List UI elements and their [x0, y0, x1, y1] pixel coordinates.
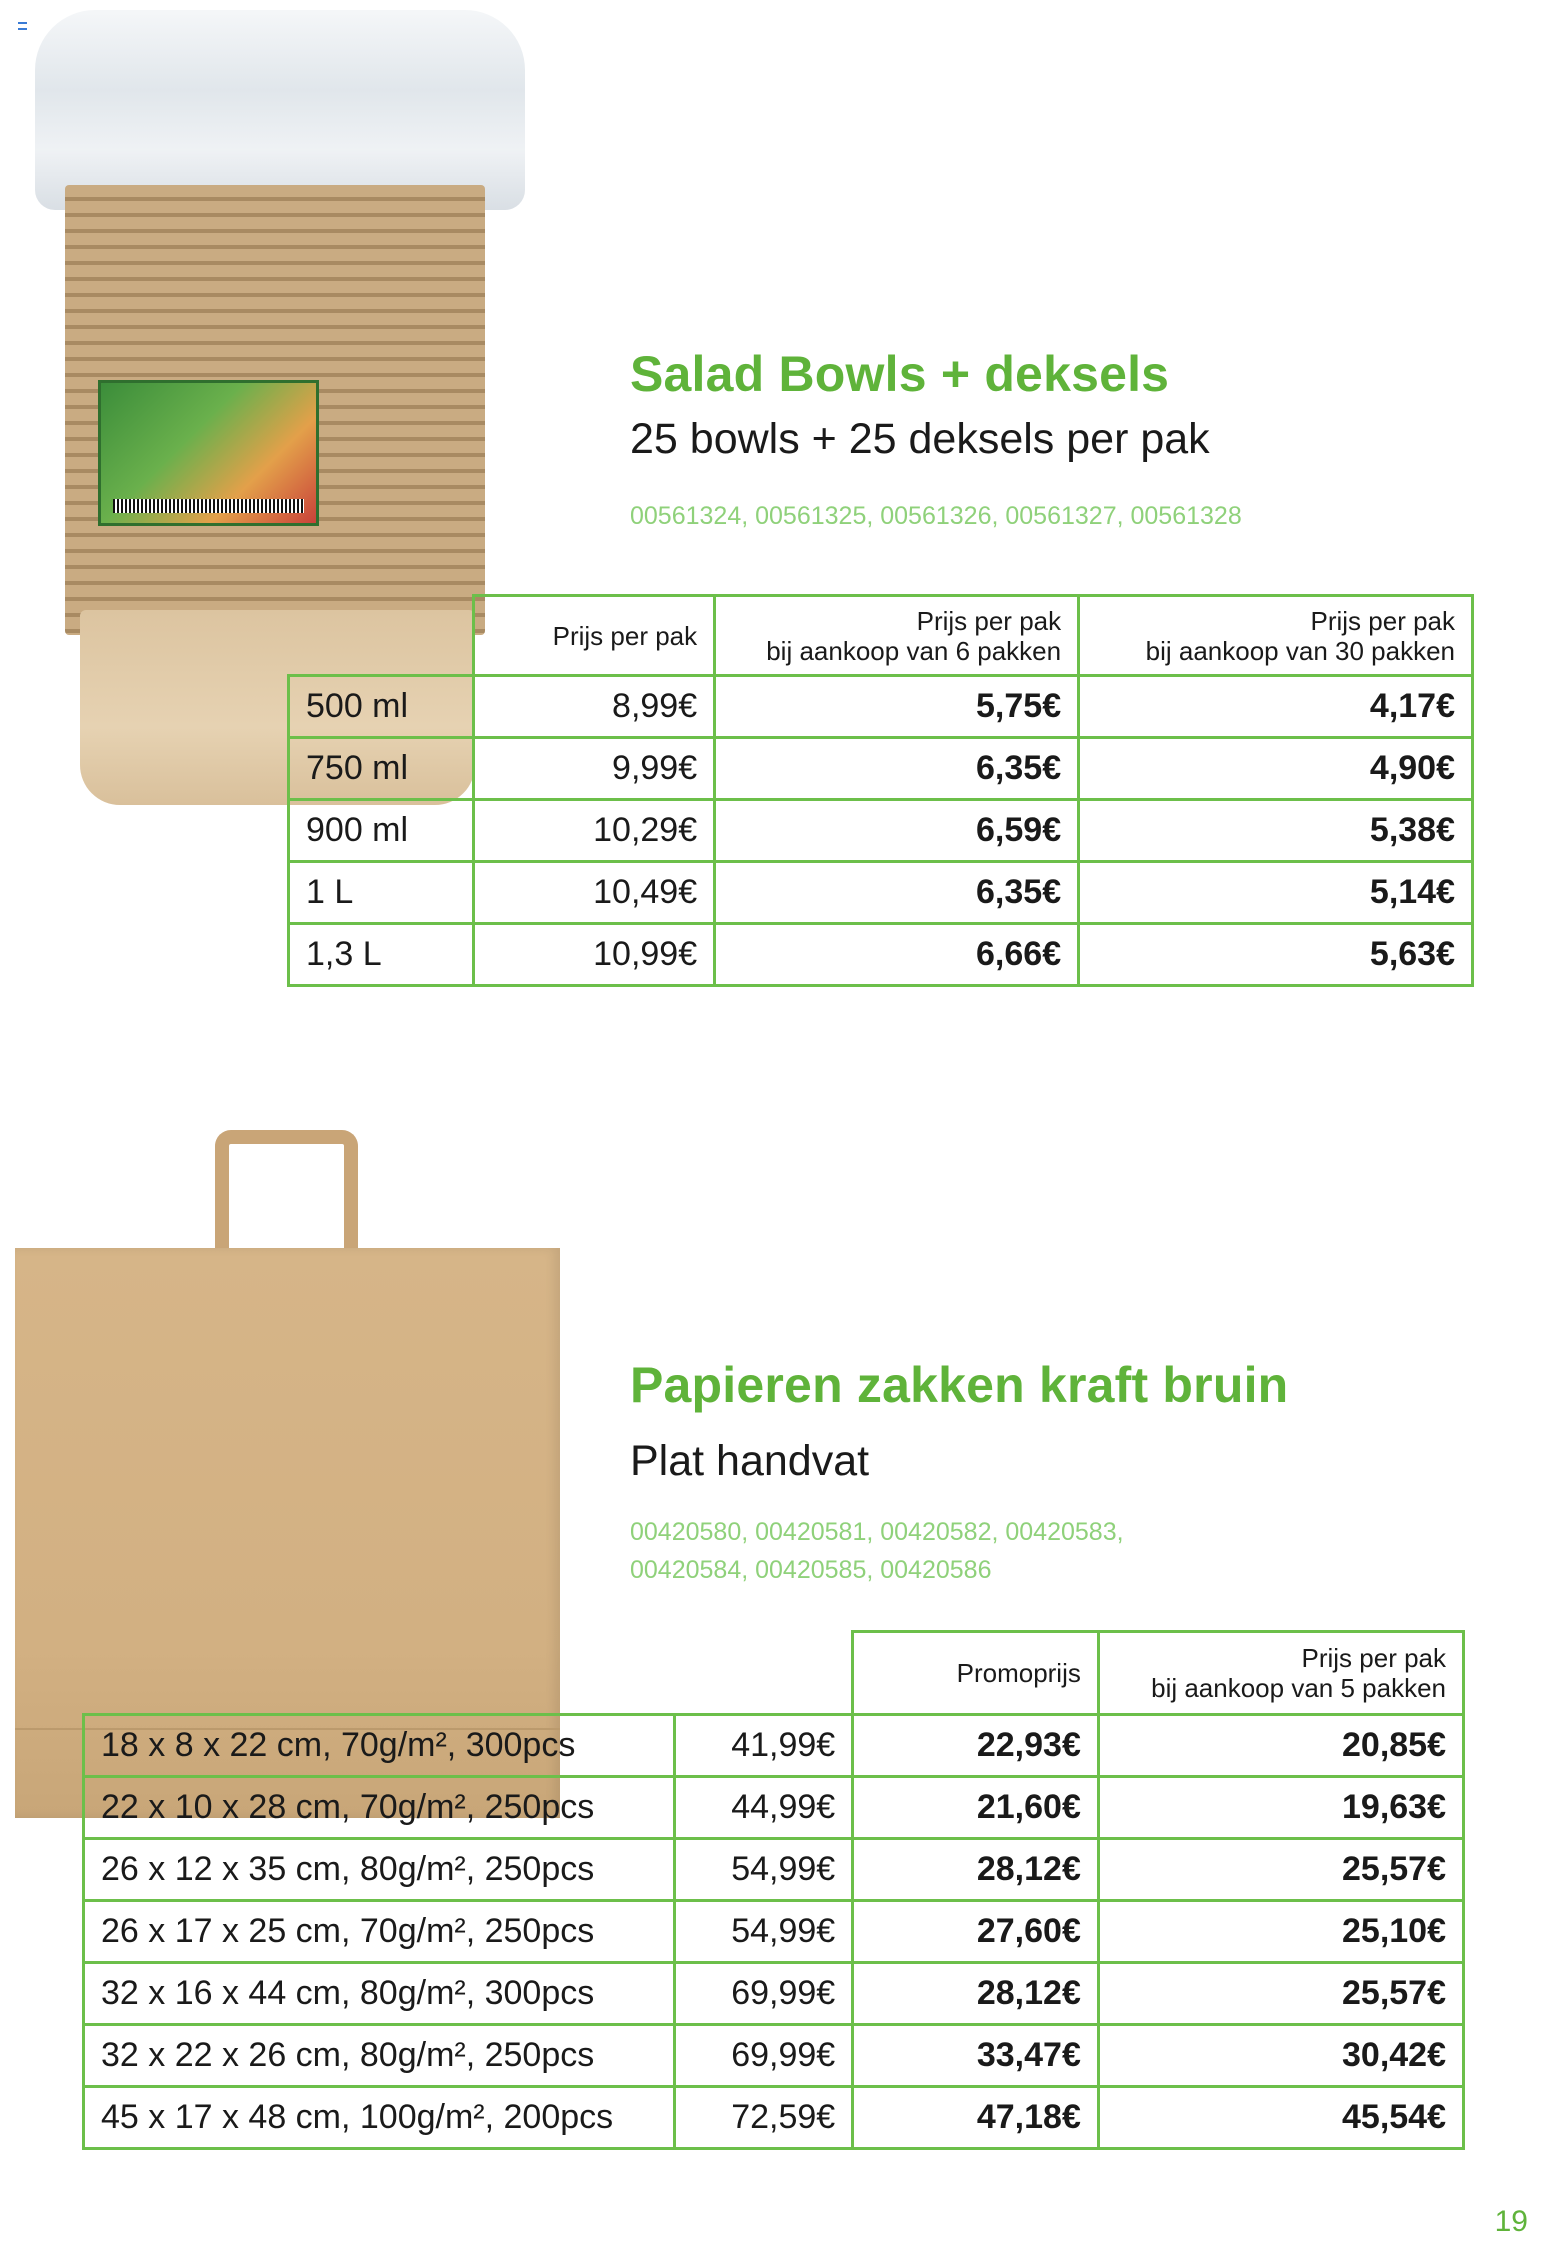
spec-cell: 32 x 16 x 44 cm, 80g/m², 300pcs	[84, 1963, 675, 2025]
price-6-cell: 6,35€	[715, 738, 1079, 800]
col-header-price-5: Prijs per pak bij aankoop van 5 pakken	[1098, 1632, 1463, 1715]
table-row	[84, 2025, 1464, 2087]
bowls-title: Salad Bowls + deksels	[630, 346, 1170, 402]
price-30-cell: 4,90€	[1079, 738, 1473, 800]
page-number: 19	[1494, 2205, 1528, 2238]
price-6-cell: 6,59€	[715, 800, 1079, 862]
spec-cell: 32 x 22 x 26 cm, 80g/m², 250pcs	[84, 2025, 675, 2087]
price-cell: 41,99€	[675, 1715, 853, 1777]
col-header-price: Prijs per pak	[473, 596, 715, 676]
bowls-table-header	[289, 596, 1473, 676]
col-header-price-30: Prijs per pak bij aankoop van 30 pakken	[1079, 596, 1473, 676]
barcode-icon	[113, 499, 304, 513]
price-5-cell: 45,54€	[1098, 2087, 1463, 2149]
bags-title: Papieren zakken kraft bruin	[630, 1357, 1289, 1413]
bags-codes-line-2: 00420584, 00420585, 00420586	[630, 1556, 992, 1584]
price-30-cell: 5,38€	[1079, 800, 1473, 862]
price-cell: 10,99€	[473, 924, 715, 986]
spec-cell: 26 x 12 x 35 cm, 80g/m², 250pcs	[84, 1839, 675, 1901]
table-row	[84, 1839, 1464, 1901]
price-cell: 9,99€	[473, 738, 715, 800]
price-cell: 10,49€	[473, 862, 715, 924]
promo-cell: 28,12€	[853, 1839, 1099, 1901]
table-row	[84, 1901, 1464, 1963]
bags-price-table	[82, 1630, 1465, 2150]
price-cell: 44,99€	[675, 1777, 853, 1839]
size-cell: 1,3 L	[289, 924, 474, 986]
price-cell: 72,59€	[675, 2087, 853, 2149]
spec-cell: 45 x 17 x 48 cm, 100g/m², 200pcs	[84, 2087, 675, 2149]
price-cell: 10,29€	[473, 800, 715, 862]
price-30-cell: 4,17€	[1079, 676, 1473, 738]
bags-subtitle: Plat handvat	[630, 1437, 870, 1485]
price-cell: 69,99€	[675, 2025, 853, 2087]
bags-article-codes	[630, 1513, 1124, 1589]
price-5-cell: 30,42€	[1098, 2025, 1463, 2087]
bowl-lids	[35, 10, 525, 210]
promo-cell: 22,93€	[853, 1715, 1099, 1777]
price-cell: 69,99€	[675, 1963, 853, 2025]
table-row	[84, 2087, 1464, 2149]
promo-cell: 28,12€	[853, 1963, 1099, 2025]
promo-cell: 27,60€	[853, 1901, 1099, 1963]
price-6-cell: 5,75€	[715, 676, 1079, 738]
blank-cell	[289, 596, 474, 676]
price-30-cell: 5,63€	[1079, 924, 1473, 986]
bowl-package-label	[98, 380, 319, 526]
price-5-cell: 25,57€	[1098, 1839, 1463, 1901]
size-cell: 750 ml	[289, 738, 474, 800]
price-6-cell: 6,66€	[715, 924, 1079, 986]
bags-table-header	[84, 1632, 1464, 1715]
price-6-cell: 6,35€	[715, 862, 1079, 924]
col-header-promo: Promoprijs	[853, 1632, 1099, 1715]
price-cell: 8,99€	[473, 676, 715, 738]
bags-codes-line-1: 00420580, 00420581, 00420582, 00420583,	[630, 1518, 1124, 1546]
bowls-subtitle: 25 bowls + 25 deksels per pak	[630, 415, 1210, 463]
price-cell: 54,99€	[675, 1901, 853, 1963]
table-row	[84, 1777, 1464, 1839]
size-cell: 1 L	[289, 862, 474, 924]
spec-cell: 26 x 17 x 25 cm, 70g/m², 250pcs	[84, 1901, 675, 1963]
table-row	[84, 1715, 1464, 1777]
promo-cell: 47,18€	[853, 2087, 1099, 2149]
size-cell: 500 ml	[289, 676, 474, 738]
table-row	[289, 800, 1473, 862]
price-5-cell: 20,85€	[1098, 1715, 1463, 1777]
promo-cell: 33,47€	[853, 2025, 1099, 2087]
promo-cell: 21,60€	[853, 1777, 1099, 1839]
price-5-cell: 19,63€	[1098, 1777, 1463, 1839]
price-5-cell: 25,10€	[1098, 1901, 1463, 1963]
table-row	[289, 676, 1473, 738]
table-row	[289, 862, 1473, 924]
bowls-article-codes: 00561324, 00561325, 00561326, 00561327, 00561328	[630, 502, 1242, 530]
col-header-price-6: Prijs per pak bij aankoop van 6 pakken	[715, 596, 1079, 676]
spec-cell: 22 x 10 x 28 cm, 70g/m², 250pcs	[84, 1777, 675, 1839]
price-5-cell: 25,57€	[1098, 1963, 1463, 2025]
size-cell: 900 ml	[289, 800, 474, 862]
bowls-price-table	[287, 594, 1474, 987]
blank-cell	[675, 1632, 853, 1715]
table-row	[289, 738, 1473, 800]
table-row	[84, 1963, 1464, 2025]
price-30-cell: 5,14€	[1079, 862, 1473, 924]
blank-cell	[84, 1632, 675, 1715]
spec-cell: 18 x 8 x 22 cm, 70g/m², 300pcs	[84, 1715, 675, 1777]
price-cell: 54,99€	[675, 1839, 853, 1901]
table-row	[289, 924, 1473, 986]
